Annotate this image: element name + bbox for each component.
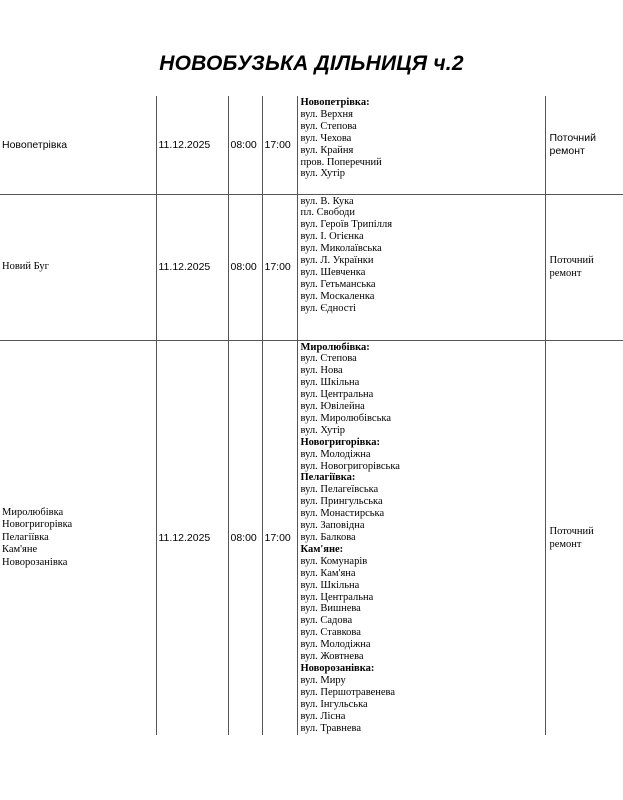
- street-item: вул. Миролюбівська: [300, 412, 391, 424]
- street-item: вул. Балкова: [300, 532, 356, 543]
- street-item: вул. Верхня: [300, 108, 353, 120]
- work-type-text: Поточний: [549, 255, 594, 266]
- street-item: вул. Жовтнева: [300, 651, 364, 663]
- street-item: вул. Шкільна: [300, 579, 360, 591]
- street-item: вул. Хутір: [300, 168, 346, 180]
- end-time-cell: 17:00: [262, 340, 297, 735]
- street-item: вул. Вишнева: [300, 603, 361, 615]
- street-item: вул. Комунарів: [300, 555, 368, 567]
- end-time-cell: 17:00: [262, 96, 297, 194]
- work-type-cell: [545, 194, 623, 340]
- settlement-name: Новогригорівка: [2, 519, 73, 531]
- work-type-text: Поточний: [549, 131, 596, 144]
- street-item: пл. Свободи: [300, 207, 355, 219]
- end-time-cell: 17:00: [262, 194, 297, 340]
- settlement-cell: [0, 340, 156, 735]
- street-item: вул. Шевченка: [300, 266, 366, 278]
- village-heading: Кам'яне:: [300, 543, 344, 555]
- start-time-cell: 08:00: [228, 194, 262, 340]
- date-cell: 11.12.2025: [156, 340, 228, 735]
- street-item: вул. Кам'яна: [300, 567, 356, 579]
- street-item: вул. Л. Українки: [300, 255, 374, 267]
- street-item: вул. Молодіжна: [300, 639, 371, 651]
- street-item: вул. Інгульська: [300, 698, 368, 710]
- street-item: вул. Травнева: [300, 722, 362, 734]
- street-item: вул. Степова: [300, 120, 357, 132]
- section-title: НОВОБУЗЬКА ДІЛЬНИЦЯ ч.2: [159, 52, 464, 75]
- work-type-text: ремонт: [549, 538, 582, 550]
- street-item: вул. Монастирська: [300, 508, 385, 520]
- settlement-name: Новий Буг: [2, 260, 49, 272]
- street-item: вул. Миколаївська: [300, 243, 382, 255]
- work-type-cell: [545, 340, 623, 735]
- village-heading: Миролюбівка:: [300, 341, 370, 353]
- street-item: вул. Гетьманська: [300, 278, 376, 290]
- street-item: вул. Хутір: [300, 424, 346, 436]
- street-item: вул. Чехова: [300, 132, 352, 144]
- streets-cell: [297, 96, 545, 194]
- village-heading: Новогригорівка:: [300, 436, 380, 448]
- streets-cell: [297, 194, 545, 340]
- street-item: пров. Поперечний: [300, 156, 382, 168]
- street-item: вул. Центральна: [300, 591, 374, 603]
- streets-cell: [297, 340, 545, 735]
- settlement-name: Кам'яне: [2, 544, 38, 556]
- start-time-cell: 08:00: [228, 340, 262, 735]
- street-item: вул. Центральна: [300, 389, 374, 401]
- street-item: вул. В. Кука: [300, 195, 354, 207]
- settlement-name: Пелагіївка: [2, 531, 49, 543]
- work-type-text: Поточний: [549, 525, 594, 537]
- street-item: вул. Пелагеївська: [300, 484, 379, 496]
- street-item: вул. Шкільна: [300, 377, 360, 389]
- date-cell: 11.12.2025: [156, 194, 228, 340]
- street-item: вул. Нова: [300, 365, 343, 377]
- village-heading: Новопетрівка:: [300, 97, 370, 108]
- street-item: вул. Садова: [300, 615, 353, 627]
- work-type-cell: [545, 96, 623, 194]
- settlement-name: Новорозанівка: [2, 556, 68, 568]
- street-item: вул. Заповідна: [300, 520, 365, 532]
- street-item: вул. Лісна: [300, 710, 346, 722]
- village-heading: Новорозанівка:: [300, 662, 375, 674]
- street-item: вул. Прингульська: [300, 496, 383, 508]
- street-item: вул. Ювілейна: [300, 401, 365, 413]
- settlement-name: Новопетрівка: [2, 138, 68, 151]
- street-item: вул. І. Огієнка: [300, 231, 364, 243]
- settlement-name: Миролюбівка: [2, 506, 64, 518]
- work-type-text: ремонт: [549, 268, 582, 279]
- table-row: [0, 96, 623, 194]
- street-item: вул. Першотравенева: [300, 686, 396, 698]
- table-row: [0, 340, 623, 735]
- street-item: вул. Москаленка: [300, 290, 375, 302]
- street-item: вул. Крайня: [300, 144, 354, 156]
- street-item: вул. Молодіжна: [300, 448, 371, 460]
- start-time-cell: 08:00: [228, 96, 262, 194]
- settlement-cell: [0, 96, 156, 194]
- table-row: [0, 194, 623, 340]
- street-item: вул. Миру: [300, 674, 346, 686]
- street-item: вул. Єдності: [300, 302, 356, 314]
- street-item: вул. Героїв Трипілля: [300, 219, 393, 231]
- village-heading: Пелагіївка:: [300, 472, 356, 484]
- street-item: вул. Ставкова: [300, 627, 361, 639]
- street-item: вул. Степова: [300, 353, 357, 365]
- outage-schedule-table: [0, 96, 623, 735]
- street-item: вул. Новогригорівська: [300, 460, 400, 472]
- work-type-text: ремонт: [549, 144, 585, 157]
- date-cell: 11.12.2025: [156, 96, 228, 194]
- settlement-cell: [0, 194, 156, 340]
